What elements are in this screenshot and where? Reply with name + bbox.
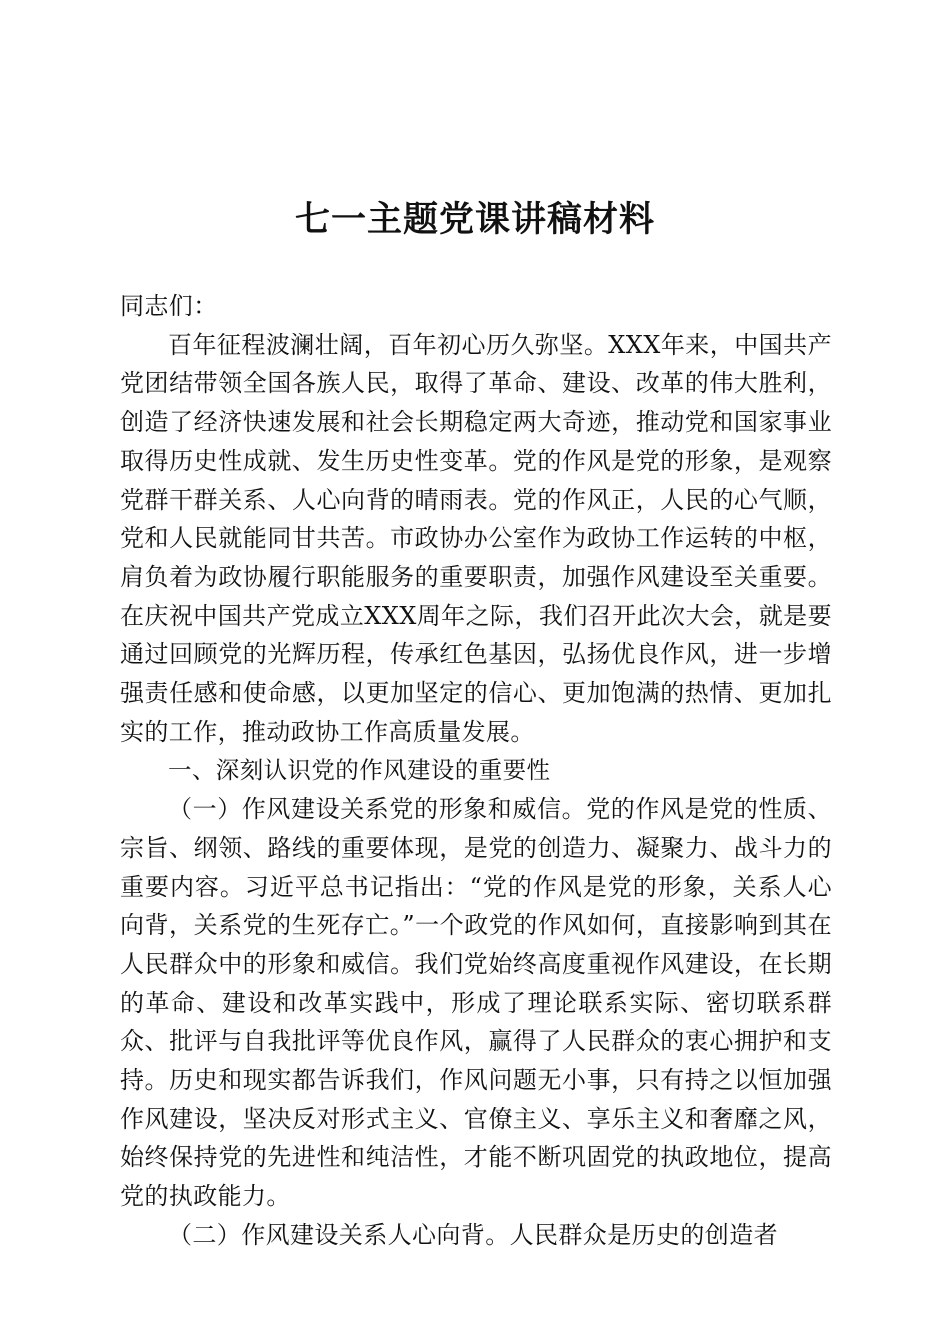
section-heading: 一、深刻认识党的作风建设的重要性: [168, 756, 551, 785]
salutation: 同志们：: [120, 292, 218, 320]
intro-paragraph: 百年征程波澜壮阔，百年初心历久弥坚。XXX年来，中国共产党团结带领全国各族人民，取得了革命、建设、改革的伟大胜利，创造了经济快速发展和社会长期稳定两大奇迹，推动党和国家事业取得历史性成就、发生历史性变革。党的作风是党的形象，是观察党群干群关系、人心向背的晴雨表。党的作风正，人民的心气顺，党和人民就能同甘共苦。市政协办公室作为政协工作运转的中枢，肩负着为政协履行职能服务的重要职责，加强作风建设至关重要。在庆祝中国共产党成立XXX周年之际，我们召开此次大会，就是要通过回顾党的光辉历程，传承红色基因，弘扬优良作风，进一步增强责任感和使命感，以更加坚定的信心、更加饱满的热情、更加扎实的工作，推动政协工作高质量发展。: [120, 330, 832, 746]
paragraph: （二）作风建设关系人心向背。人民群众是历史的创造者: [168, 1220, 778, 1249]
document-body: [120, 287, 832, 1255]
paragraph: （一）作风建设关系党的形象和威信。党的作风是党的性质、宗旨、纲领、路线的重要体现，是党的创造力、凝聚力、战斗力的重要内容。习近平总书记指出：“党的作风是党的形象，关系人心向背，关系党的生死存亡。”一个政党的作风如何，直接影响到其在人民群众中的形象和威信。我们党始终高度重视作风建设，在长期的革命、建设和改革实践中，形成了理论联系实际、密切联系群众、批评与自我批评等优良作风，赢得了人民群众的衷心拥护和支持。历史和现实都告诉我们，作风问题无小事，只有持之以恒加强作风建设，坚决反对形式主义、官僚主义、享乐主义和奢靡之风，始终保持党的先进性和纯洁性，才能不断巩固党的执政地位，提高党的执政能力。: [120, 795, 832, 1211]
document-title: 七一主题党课讲稿材料: [294, 199, 655, 240]
